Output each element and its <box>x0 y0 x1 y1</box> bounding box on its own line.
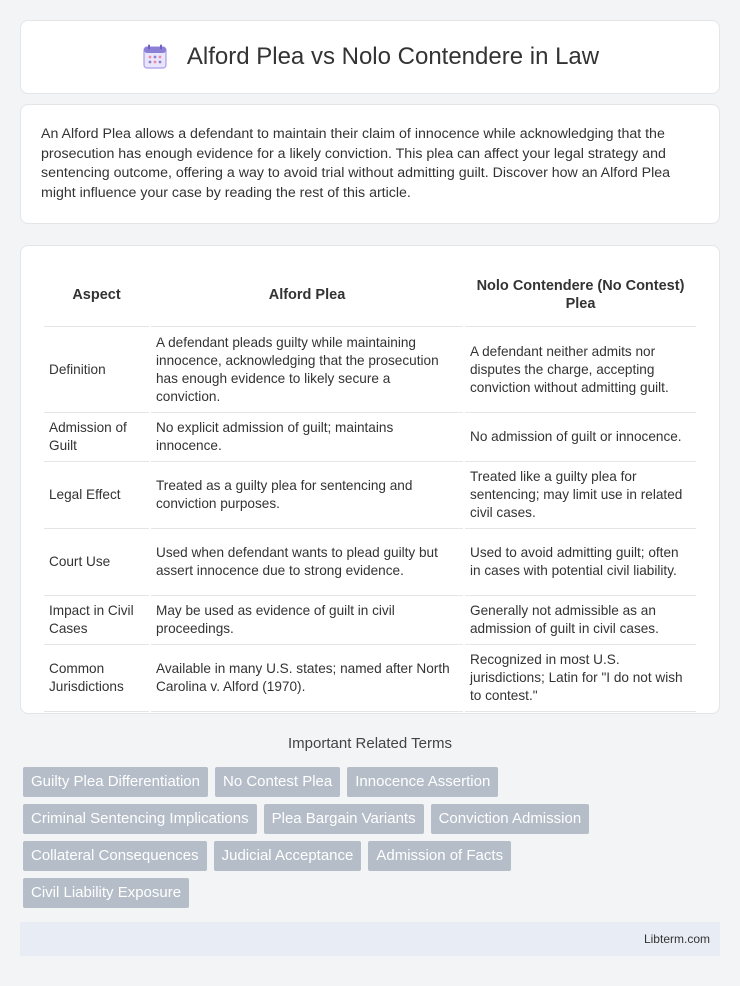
tag-criminal-sentencing-implications[interactable]: Criminal Sentencing Implications <box>23 804 257 834</box>
tag-guilty-plea-differentiation[interactable]: Guilty Plea Differentiation <box>23 767 208 797</box>
tag-admission-of-facts[interactable]: Admission of Facts <box>368 841 511 871</box>
cell-aspect: Court Use <box>44 529 149 596</box>
header-nolo: Nolo Contendere (No Contest) Plea <box>465 264 696 327</box>
table-row <box>44 529 696 596</box>
cell-alford: May be used as evidence of guilt in civil proceedings. <box>151 596 463 645</box>
tag-row <box>23 767 723 797</box>
table-row <box>44 645 696 712</box>
related-terms-title: Important Related Terms <box>288 735 452 752</box>
cell-alford: Used when defendant wants to plead guilty but assert innocence due to strong evidence. <box>151 529 463 596</box>
cell-alford: Available in many U.S. states; named after North Carolina v. Alford (1970). <box>151 645 463 712</box>
table-header-row <box>44 264 696 327</box>
page-title: Alford Plea vs Nolo Contendere in Law <box>186 43 600 70</box>
tag-judicial-acceptance[interactable]: Judicial Acceptance <box>214 841 362 871</box>
tag-plea-bargain-variants[interactable]: Plea Bargain Variants <box>264 804 424 834</box>
cell-alford: Treated as a guilty plea for sentencing and conviction purposes. <box>151 462 463 529</box>
header-aspect: Aspect <box>44 264 149 327</box>
cell-alford: A defendant pleads guilty while maintaining innocence, acknowledging that the prosecution has enough evidence to likely secure a conviction. <box>151 327 463 413</box>
table-row <box>44 462 696 529</box>
cell-nolo: Recognized in most U.S. jurisdictions; Latin for "I do not wish to contest." <box>465 645 696 712</box>
header-card <box>20 20 720 94</box>
tag-civil-liability-exposure[interactable]: Civil Liability Exposure <box>23 878 189 908</box>
cell-aspect: Definition <box>44 327 149 413</box>
comparison-table-card <box>20 245 720 714</box>
table-row <box>44 413 696 462</box>
comparison-table <box>42 264 698 712</box>
cell-nolo: No admission of guilt or innocence. <box>465 413 696 462</box>
cell-aspect: Impact in Civil Cases <box>44 596 149 645</box>
header-alford: Alford Plea <box>151 264 463 327</box>
tag-collateral-consequences[interactable]: Collateral Consequences <box>23 841 207 871</box>
calendar-grid-icon <box>141 43 169 71</box>
footer <box>20 922 720 956</box>
table-row <box>44 327 696 413</box>
intro-text: An Alford Plea allows a defendant to maintain their claim of innocence while acknowledging that the prosecution has enough evidence for a likely conviction. This plea can affect your legal strategy and sentencing outcome, offering a way to avoid trial without admitting guilt. Discover how an Alford Plea might influence your case by reading the rest of this article. <box>41 126 671 201</box>
cell-aspect: Legal Effect <box>44 462 149 529</box>
tag-row <box>23 804 723 834</box>
table-row <box>44 596 696 645</box>
tag-row <box>23 878 723 908</box>
footer-site-link[interactable]: Libterm.com <box>643 932 710 946</box>
cell-nolo: Treated like a guilty plea for sentencing; may limit use in related civil cases. <box>465 462 696 529</box>
tag-conviction-admission[interactable]: Conviction Admission <box>431 804 590 834</box>
related-terms-tags <box>23 767 723 915</box>
cell-aspect: Common Jurisdictions <box>44 645 149 712</box>
cell-alford: No explicit admission of guilt; maintains innocence. <box>151 413 463 462</box>
cell-nolo: Generally not admissible as an admission of guilt in civil cases. <box>465 596 696 645</box>
tag-row <box>23 841 723 871</box>
tag-no-contest-plea[interactable]: No Contest Plea <box>215 767 340 797</box>
cell-nolo: Used to avoid admitting guilt; often in cases with potential civil liability. <box>465 529 696 596</box>
tag-innocence-assertion[interactable]: Innocence Assertion <box>347 767 498 797</box>
cell-aspect: Admission of Guilt <box>44 413 149 462</box>
cell-nolo: A defendant neither admits nor disputes the charge, accepting conviction without admitting guilt. <box>465 327 696 413</box>
intro-card <box>20 104 720 224</box>
